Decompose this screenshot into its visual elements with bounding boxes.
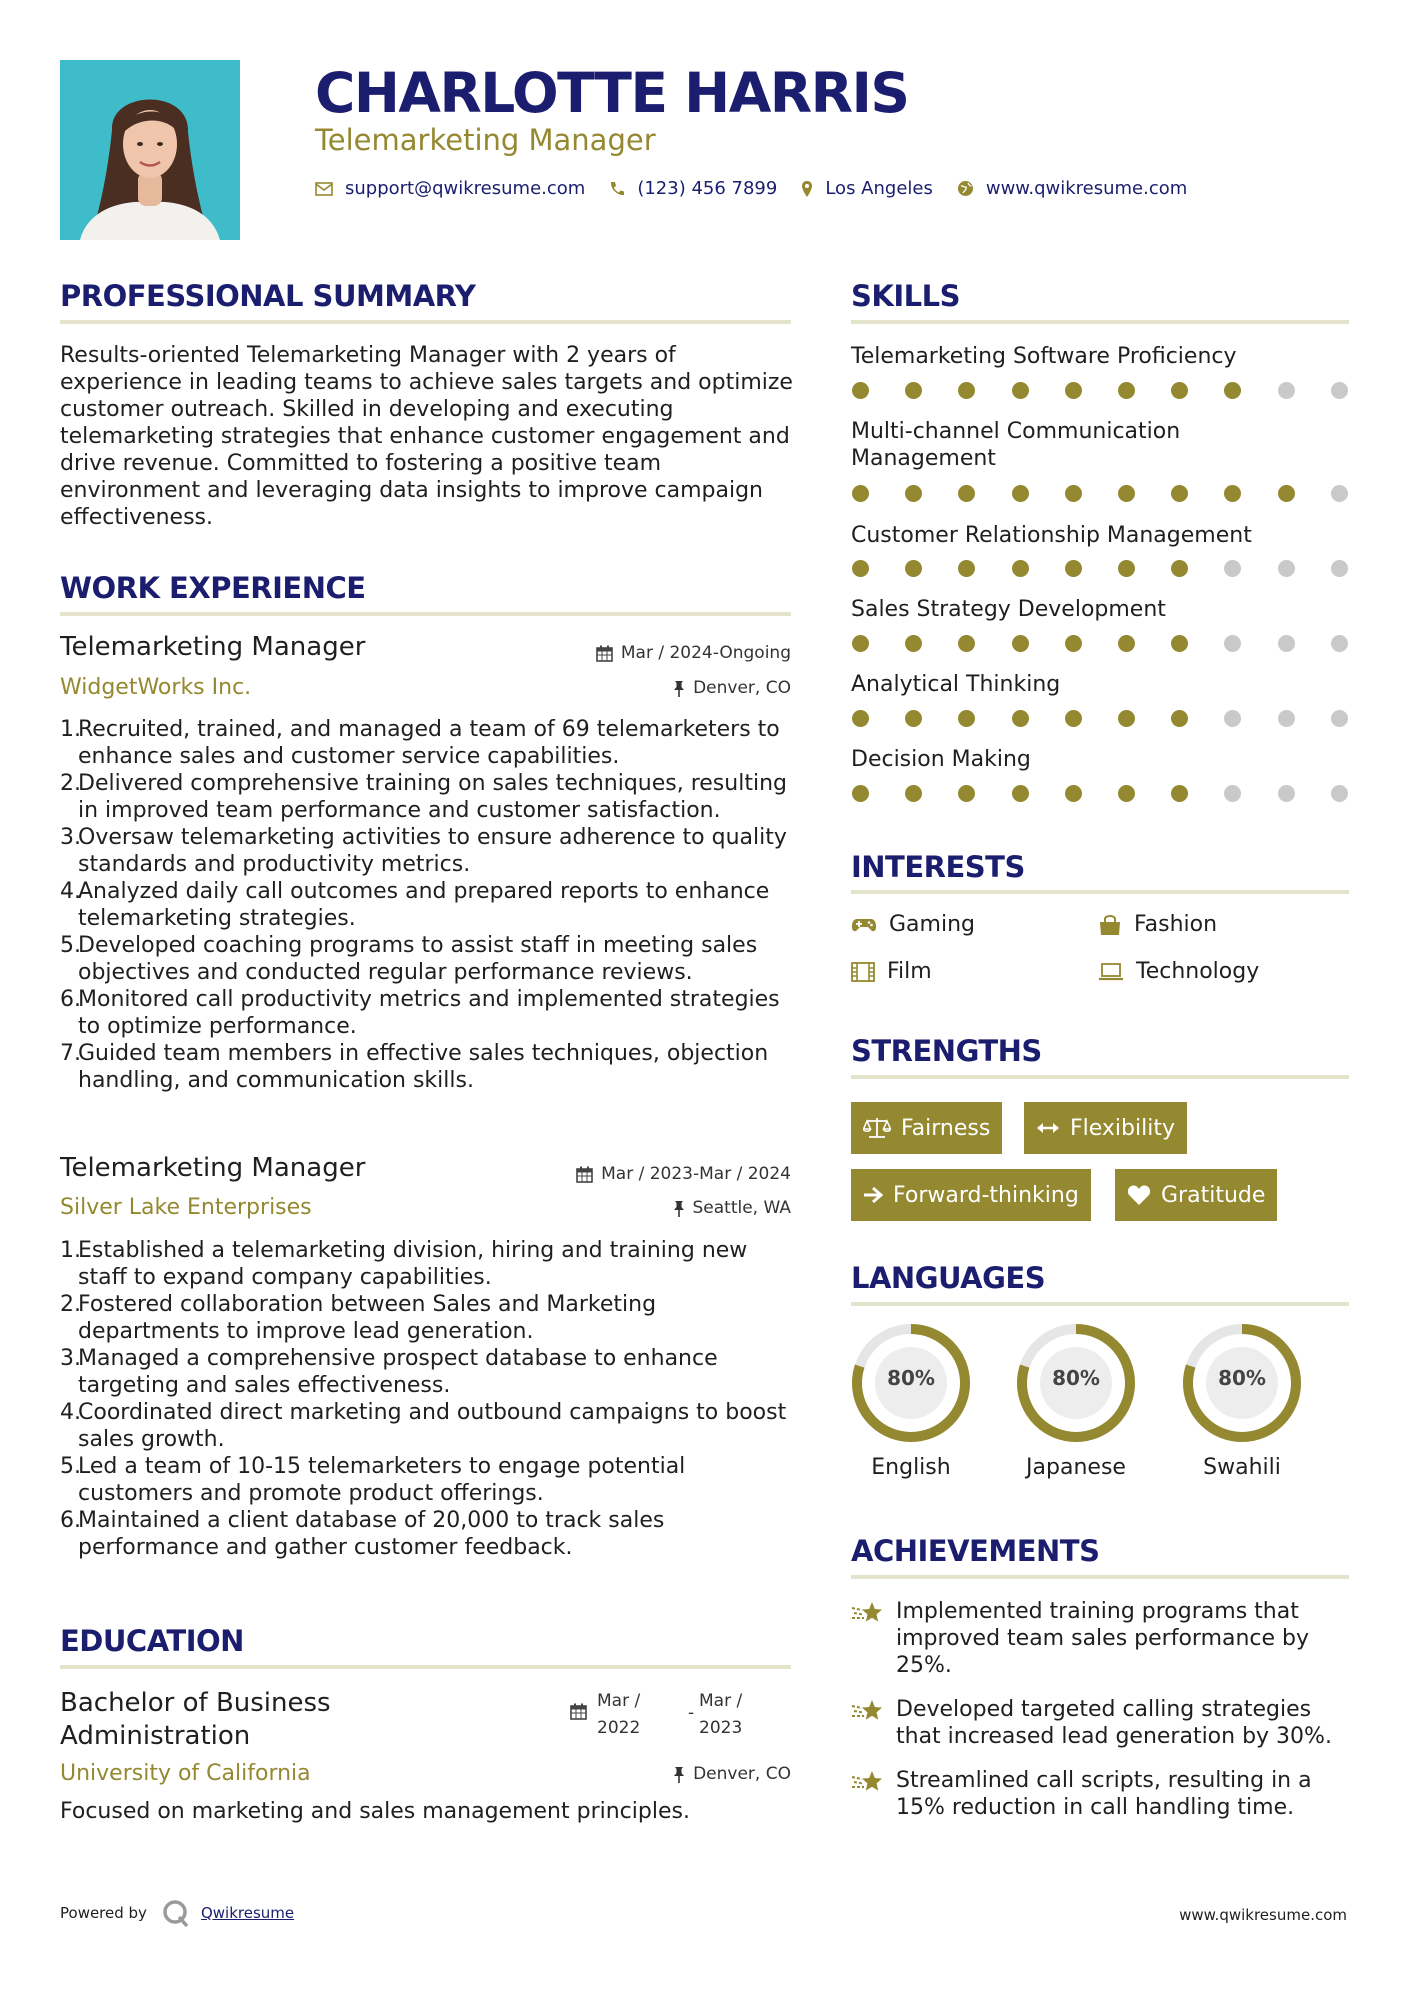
candidate-name: CHARLOTTE HARRIS (315, 61, 909, 125)
work-heading: WORK EXPERIENCE (60, 571, 366, 605)
list-item: Coordinated direct marketing and outbound campaigns to boost sales growth. (78, 1400, 787, 1452)
language-percent: 80% (1052, 1366, 1100, 1390)
contact-email[interactable] (315, 178, 585, 199)
degree-line: Bachelor of Business (60, 1688, 331, 1718)
company-name: WidgetWorks Inc. (60, 675, 252, 700)
strength-label: Fairness (901, 1115, 991, 1141)
skill-rating (852, 485, 1384, 502)
skill-dot-filled (1171, 485, 1188, 502)
arrows-horizontal-icon (1036, 1121, 1060, 1135)
work-divider (60, 612, 791, 616)
skill-name: Telemarketing Software Proficiency (851, 344, 1237, 369)
education-location (520, 1764, 791, 1784)
skill-name: Multi-channel Communication Management (851, 419, 1181, 471)
footer-powered-by (60, 1898, 294, 1928)
skill-dot-filled (1065, 635, 1082, 652)
skill-dot-empty (1278, 382, 1295, 399)
calendar-icon (576, 1166, 593, 1183)
powered-by-text: Powered by (60, 1904, 147, 1922)
interest-label: Film (887, 959, 932, 984)
qwikresume-logo-icon (161, 1898, 191, 1928)
film-icon (851, 962, 875, 982)
skill-dot-empty (1278, 635, 1295, 652)
summary-divider (60, 320, 791, 324)
calendar-icon (596, 645, 613, 662)
skill-name: Customer Relationship Management (851, 523, 1252, 548)
strength-label: Gratitude (1161, 1182, 1266, 1208)
skill-dot-filled (958, 635, 975, 652)
job-location-text: Seattle, WA (692, 1198, 791, 1218)
list-item: Fostered collaboration between Sales and Marketing departments to improve lead generation. (78, 1292, 657, 1344)
skill-dot-filled (1118, 785, 1135, 802)
skill-dot-empty (1224, 635, 1241, 652)
strength-badge-gratitude (1115, 1169, 1277, 1221)
achievement-text: Implemented training programs that improved team sales performance by 25%. (896, 1599, 1310, 1678)
languages-divider (851, 1302, 1349, 1306)
skill-dot-empty (1224, 785, 1241, 802)
skill-dot-empty (1278, 710, 1295, 727)
skill-dot-filled (1012, 382, 1029, 399)
strengths-divider (851, 1075, 1349, 1079)
language-japanese (1014, 1321, 1138, 1480)
skill-dot-empty (1224, 710, 1241, 727)
strength-label: Flexibility (1070, 1115, 1175, 1141)
skill-dot-filled (1012, 710, 1029, 727)
skills-heading: SKILLS (851, 279, 960, 313)
job-title: Telemarketing Manager (60, 632, 366, 662)
map-pin-icon (801, 180, 813, 198)
phone-text: (123) 456 7899 (637, 178, 778, 199)
list-item: Maintained a client database of 20,000 to track sales performance and gather customer feedback. (78, 1508, 665, 1560)
contact-phone[interactable] (609, 178, 777, 199)
skill-rating (852, 382, 1384, 399)
skill-dot-empty (1278, 560, 1295, 577)
education-heading: EDUCATION (60, 1624, 244, 1658)
achievements-divider (851, 1575, 1349, 1579)
interest-gaming (851, 912, 975, 937)
interests-heading: INTERESTS (851, 850, 1025, 884)
list-item: Oversaw telemarketing activities to ensure adherence to quality standards and productivity metrics. (78, 825, 787, 877)
envelope-icon (315, 182, 333, 196)
interest-label: Gaming (889, 912, 975, 937)
skill-dot-filled (1012, 560, 1029, 577)
skill-dot-filled (1224, 485, 1241, 502)
website-text: www.qwikresume.com (985, 178, 1188, 199)
location-text: Los Angeles (825, 178, 933, 199)
list-item: Established a telemarketing division, hiring and training new staff to expand company capabilities. (78, 1238, 748, 1290)
job-dates (520, 1164, 791, 1184)
languages-heading: LANGUAGES (851, 1261, 1046, 1295)
email-text: support@qwikresume.com (345, 178, 586, 199)
start-month: Mar / (597, 1691, 641, 1711)
job-location (520, 1198, 791, 1218)
footer-website[interactable]: www.qwikresume.com (1179, 1906, 1347, 1924)
skill-dot-filled (905, 710, 922, 727)
profile-photo (60, 60, 240, 240)
degree-title (60, 1687, 331, 1753)
pushpin-icon (673, 680, 685, 697)
interest-label: Technology (1136, 959, 1260, 984)
interest-technology (1098, 959, 1259, 984)
end-month: Mar / (699, 1691, 743, 1711)
list-item: Monitored call productivity metrics and implemented strategies to optimize performance. (78, 987, 780, 1039)
skill-dot-filled (958, 485, 975, 502)
interests-divider (851, 890, 1349, 894)
date-separator: - (688, 1703, 695, 1723)
achievement-item (850, 1696, 1350, 1750)
shooting-star-icon (850, 1600, 884, 1626)
gamepad-icon (851, 917, 877, 933)
skill-dot-empty (1278, 785, 1295, 802)
skill-dot-filled (1118, 710, 1135, 727)
company-name: Silver Lake Enterprises (60, 1195, 312, 1220)
skill-dot-filled (958, 382, 975, 399)
skill-name: Decision Making (851, 747, 1031, 772)
skill-dot-filled (905, 560, 922, 577)
skill-dot-filled (1118, 635, 1135, 652)
globe-icon (957, 180, 974, 197)
shopping-bag-icon (1098, 914, 1122, 936)
scale-icon (863, 1117, 891, 1139)
language-name: Swahili (1203, 1455, 1281, 1480)
interest-label: Fashion (1134, 912, 1218, 937)
skill-dot-filled (1065, 710, 1082, 727)
skill-dot-filled (1065, 485, 1082, 502)
degree-line: Administration (60, 1721, 251, 1751)
skill-rating (852, 635, 1384, 652)
skill-dot-filled (1171, 635, 1188, 652)
achievement-text: Streamlined call scripts, resulting in a 15% reduction in call handling time. (896, 1768, 1312, 1820)
skill-dot-filled (1171, 710, 1188, 727)
strength-badge-fairness (851, 1102, 1002, 1154)
skill-dot-filled (852, 635, 869, 652)
skill-dot-filled (1171, 785, 1188, 802)
end-year: 2023 (699, 1718, 743, 1738)
job-dates-text: Mar / 2024-Ongoing (620, 643, 791, 663)
arrow-right-icon (863, 1186, 883, 1204)
skill-dot-filled (1065, 382, 1082, 399)
skill-dot-filled (852, 485, 869, 502)
skill-dot-filled (958, 560, 975, 577)
skill-dot-filled (852, 785, 869, 802)
skill-dot-filled (905, 382, 922, 399)
job-duties-list (60, 716, 795, 1094)
contact-website[interactable] (957, 178, 1187, 199)
pushpin-icon (673, 1200, 685, 1217)
strength-label: Forward-thinking (893, 1182, 1079, 1208)
achievement-item (850, 1767, 1350, 1821)
summary-heading: PROFESSIONAL SUMMARY (60, 279, 476, 313)
list-item: Managed a comprehensive prospect database to enhance targeting and sales effectiveness. (78, 1346, 718, 1398)
list-item: Analyzed daily call outcomes and prepared reports to enhance telemarketing strategies. (78, 879, 770, 931)
education-divider (60, 1665, 791, 1669)
heart-icon (1127, 1184, 1151, 1206)
contact-location (801, 178, 933, 199)
candidate-role: Telemarketing Manager (315, 123, 656, 157)
skill-dot-filled (1118, 485, 1135, 502)
language-name: Japanese (1026, 1455, 1126, 1480)
skill-dot-filled (1118, 560, 1135, 577)
list-item: Guided team members in effective sales techniques, objection handling, and communication skills. (78, 1041, 769, 1093)
achievements-heading: ACHIEVEMENTS (851, 1534, 1100, 1568)
education-end-date (699, 1688, 742, 1742)
list-item: Led a team of 10-15 telemarketers to engage potential customers and promote product offerings. (78, 1454, 686, 1506)
skill-dot-filled (1118, 382, 1135, 399)
shooting-star-icon (850, 1769, 884, 1795)
job-dates (520, 643, 791, 663)
laptop-icon (1098, 963, 1124, 981)
skill-dot-filled (852, 382, 869, 399)
interest-fashion (1098, 912, 1217, 937)
skill-dot-filled (1012, 635, 1029, 652)
language-swahili (1180, 1321, 1304, 1480)
list-item: Recruited, trained, and managed a team of 69 telemarketers to enhance sales and customer service capabilities. (78, 717, 780, 769)
person-portrait-icon (60, 60, 240, 240)
skill-dot-filled (852, 710, 869, 727)
list-item: Delivered comprehensive training on sales techniques, resulting in improved team performance and customer satisfaction. (78, 771, 787, 823)
skill-dot-filled (1171, 382, 1188, 399)
skill-rating (852, 785, 1384, 802)
interest-film (851, 959, 932, 984)
start-year: 2022 (597, 1718, 641, 1738)
phone-icon (609, 181, 625, 197)
contact-bar (315, 178, 1211, 199)
skill-rating (852, 710, 1384, 727)
skill-dot-filled (1224, 382, 1241, 399)
skill-rating (852, 560, 1384, 577)
strength-badge-flexibility (1024, 1102, 1187, 1154)
skill-dot-empty (1331, 382, 1348, 399)
education-location-text: Denver, CO (693, 1764, 791, 1784)
skill-dot-filled (1278, 485, 1295, 502)
skill-dot-filled (1065, 560, 1082, 577)
skill-dot-filled (905, 485, 922, 502)
achievement-item (850, 1598, 1350, 1679)
summary-text: Results-oriented Telemarketing Manager with 2 years of experience in leading teams to achieve sales targets and optimize customer outreach. Skilled in developing and executing telemarketing strategies that enhance customer engagement and drive revenue. Committed to fostering a positive team environment and leveraging data insights to improve campaign effectiveness. (60, 343, 793, 530)
language-percent: 80% (887, 1366, 935, 1390)
skill-name: Analytical Thinking (851, 672, 1061, 697)
skill-dot-empty (1331, 485, 1348, 502)
list-item: Developed coaching programs to assist staff in meeting sales objectives and conducted regular performance reviews. (78, 933, 758, 985)
education-description: Focused on marketing and sales management principles. (60, 1799, 690, 1824)
job-location-text: Denver, CO (693, 678, 791, 698)
school-name: University of California (60, 1761, 311, 1786)
job-duties-list (60, 1237, 795, 1561)
skill-dot-empty (1224, 560, 1241, 577)
education-start-date (597, 1688, 640, 1742)
skill-dot-filled (905, 635, 922, 652)
language-english (849, 1321, 973, 1480)
language-name: English (871, 1455, 951, 1480)
skill-dot-filled (1065, 785, 1082, 802)
calendar-icon (570, 1703, 587, 1724)
job-title: Telemarketing Manager (60, 1153, 366, 1183)
skill-dot-filled (1012, 485, 1029, 502)
skill-name: Sales Strategy Development (851, 597, 1166, 622)
shooting-star-icon (850, 1698, 884, 1724)
achievement-text: Developed targeted calling strategies that increased lead generation by 30%. (896, 1697, 1332, 1749)
skill-dot-filled (958, 785, 975, 802)
skill-dot-empty (1331, 785, 1348, 802)
skill-dot-empty (1331, 560, 1348, 577)
skill-dot-empty (1331, 635, 1348, 652)
skill-dot-empty (1331, 710, 1348, 727)
skill-dot-filled (905, 785, 922, 802)
skill-dot-filled (852, 560, 869, 577)
skill-dot-filled (1012, 785, 1029, 802)
skill-dot-filled (958, 710, 975, 727)
language-percent: 80% (1218, 1366, 1266, 1390)
qwikresume-link[interactable]: Qwikresume (200, 1904, 295, 1922)
job-dates-text: Mar / 2023-Mar / 2024 (601, 1164, 791, 1184)
skill-dot-filled (1171, 560, 1188, 577)
skills-divider (851, 320, 1349, 324)
job-location (520, 678, 791, 698)
pushpin-icon (673, 1766, 685, 1783)
strength-badge-forward-thinking (851, 1169, 1091, 1221)
strengths-heading: STRENGTHS (851, 1034, 1042, 1068)
